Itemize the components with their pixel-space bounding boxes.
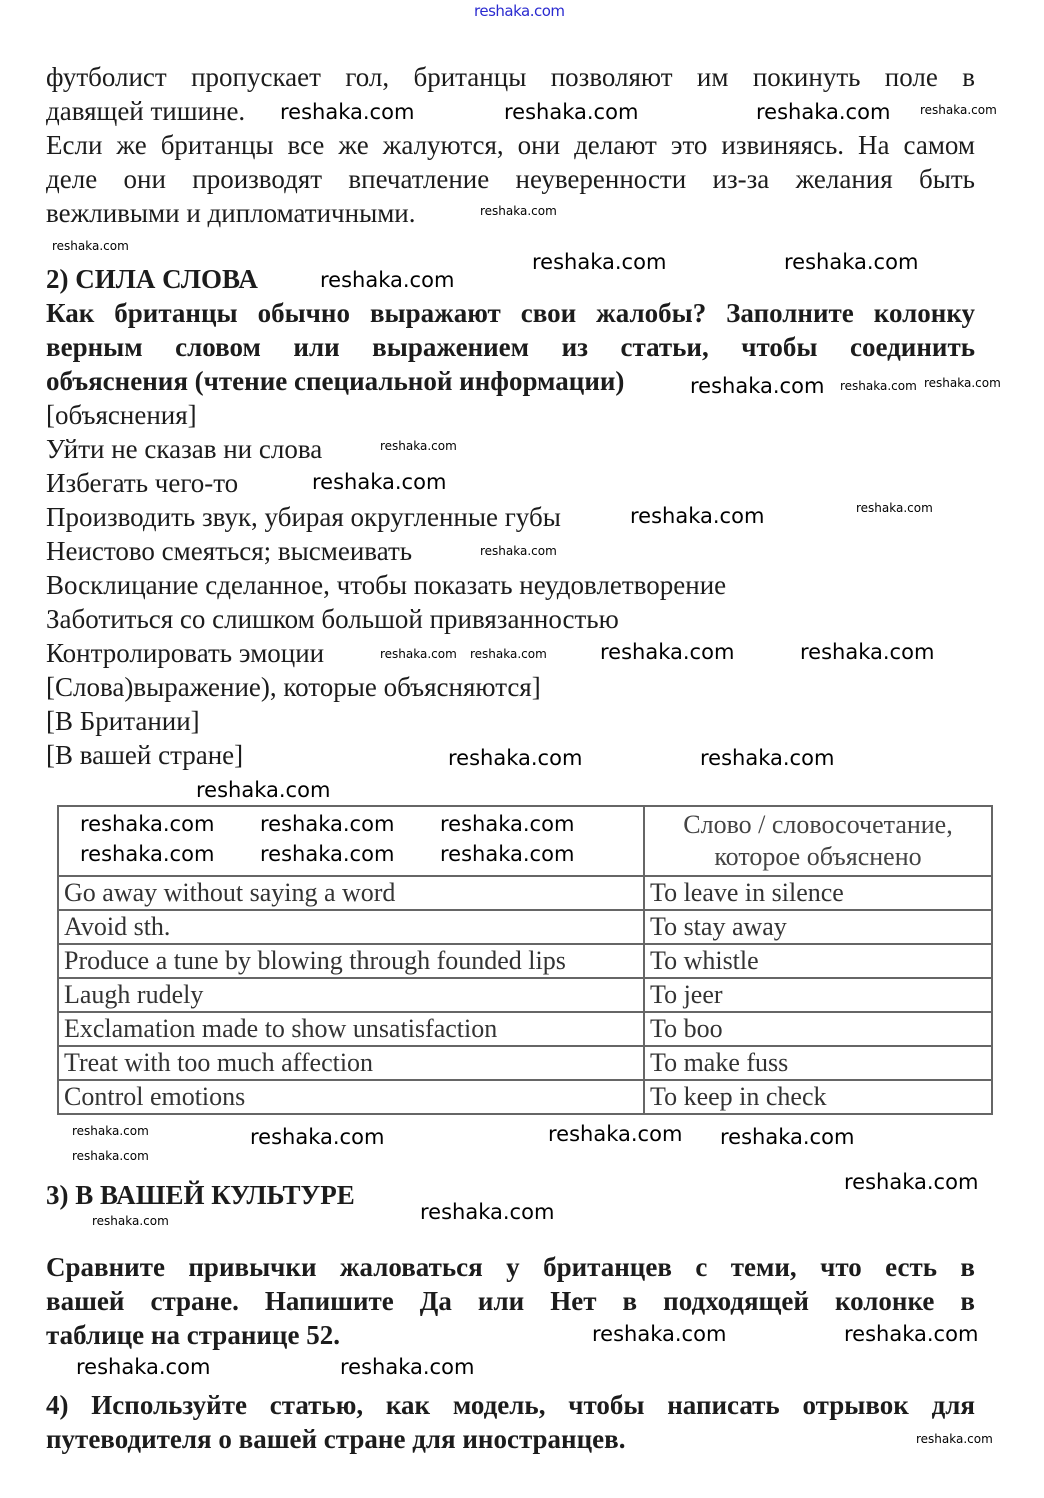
table-row [58, 1012, 992, 1046]
list-item: [Слова)выражение), которые объясняются] [46, 672, 541, 702]
watermark: reshaka.com [260, 842, 395, 866]
watermark: reshaka.com [920, 103, 997, 117]
watermark: reshaka.com [690, 374, 825, 398]
watermark: reshaka.com [784, 250, 919, 274]
task-line: таблице на странице 52. [46, 1320, 340, 1350]
text-line: Если же британцы все же жалуются, они делают это извиняясь. На самом [46, 130, 975, 160]
definition-cell: Avoid sth. [58, 910, 644, 944]
task-line: Сравните привычки жаловаться у британцев с теми, что есть в [46, 1252, 975, 1282]
list-item: [объяснения] [46, 400, 197, 430]
watermark: reshaka.com [72, 1124, 149, 1138]
definition-cell: Laugh rudely [58, 978, 644, 1012]
task-line: вашей стране. Напишите Да или Нет в подходящей колонке в [46, 1286, 975, 1316]
task-line: верным словом или выражением из статьи, чтобы соединить [46, 332, 975, 362]
watermark: reshaka.com [196, 778, 331, 802]
watermark: reshaka.com [320, 268, 455, 292]
list-item: Контролировать эмоции [46, 638, 325, 668]
watermark: reshaka.com [504, 100, 639, 124]
definition-cell: Produce a tune by blowing through founded lips [58, 944, 644, 978]
table-row [58, 978, 992, 1012]
section-heading: 3) В ВАШЕЙ КУЛЬТУРЕ [46, 1180, 355, 1210]
watermark: reshaka.com [600, 640, 735, 664]
watermark: reshaka.com [80, 842, 215, 866]
watermark: reshaka.com [856, 501, 933, 515]
text-line: деле они производят впечатление неуверенности из-за желания быть [46, 164, 975, 194]
watermark: reshaka.com [480, 544, 557, 558]
task-line: Как британцы обычно выражают свои жалобы? Заполните колонку [46, 298, 975, 328]
list-item: Производить звук, убирая округленные губы [46, 502, 561, 532]
watermark: reshaka.com [52, 239, 129, 253]
watermark: reshaka.com [480, 204, 557, 218]
definition-cell: Treat with too much affection [58, 1046, 644, 1080]
watermark: reshaka.com [592, 1322, 727, 1346]
task-line: 4) Используйте статью, как модель, чтобы написать отрывок для [46, 1390, 975, 1420]
watermark: reshaka.com [380, 439, 457, 453]
phrase-cell: To jeer [644, 978, 992, 1012]
table-header-cell: Слово / словосочетание, которое объяснено [644, 806, 992, 876]
watermark: reshaka.com [630, 504, 765, 528]
text-line: вежливыми и дипломатичными. [46, 198, 416, 228]
watermark: reshaka.com [440, 842, 575, 866]
text-line: давящей тишине. [46, 96, 246, 126]
definition-cell: Go away without saying a word [58, 876, 644, 910]
watermark: reshaka.com [840, 379, 917, 393]
table-row [58, 1080, 992, 1114]
watermark: reshaka.com [80, 812, 215, 836]
section-heading: 2) СИЛА СЛОВА [46, 264, 258, 294]
watermark: reshaka.com [260, 812, 395, 836]
watermark: reshaka.com [448, 746, 583, 770]
list-item: Неистово смеяться; высмеивать [46, 536, 413, 566]
watermark: reshaka.com [420, 1200, 555, 1224]
phrase-cell: To boo [644, 1012, 992, 1046]
table-row [58, 944, 992, 978]
list-item: [В Британии] [46, 706, 200, 736]
watermark: reshaka.com [700, 746, 835, 770]
task-line: путеводителя о вашей стране для иностранцев. [46, 1424, 626, 1454]
watermark: reshaka.com [340, 1355, 475, 1379]
table-row [58, 876, 992, 910]
watermark: reshaka.com [380, 647, 457, 661]
watermark: reshaka.com [470, 647, 547, 661]
watermark: reshaka.com [924, 376, 1001, 390]
watermark: reshaka.com [720, 1125, 855, 1149]
phrase-cell: To leave in silence [644, 876, 992, 910]
phrase-cell: To keep in check [644, 1080, 992, 1114]
list-item: [В вашей стране] [46, 740, 244, 770]
watermark: reshaka.com [440, 812, 575, 836]
watermark: reshaka.com [250, 1125, 385, 1149]
phrase-cell: To stay away [644, 910, 992, 944]
table-row [58, 910, 992, 944]
watermark: reshaka.com [548, 1122, 683, 1146]
watermark: reshaka.com [92, 1214, 169, 1228]
list-item: Восклицание сделанное, чтобы показать неудовлетворение [46, 570, 727, 600]
watermark: reshaka.com [76, 1355, 211, 1379]
watermark: reshaka.com [280, 100, 415, 124]
watermark: reshaka.com [756, 100, 891, 124]
watermark: reshaka.com [532, 250, 667, 274]
watermark: reshaka.com [72, 1149, 149, 1163]
list-item: Заботиться со слишком большой привязанностью [46, 604, 619, 634]
watermark: reshaka.com [844, 1170, 979, 1194]
watermark: reshaka.com [844, 1322, 979, 1346]
table-row [58, 1046, 992, 1080]
definition-cell: Control emotions [58, 1080, 644, 1114]
watermark: reshaka.com [800, 640, 935, 664]
phrase-cell: To make fuss [644, 1046, 992, 1080]
definition-cell: Exclamation made to show unsatisfaction [58, 1012, 644, 1046]
task-line: объяснения (чтение специальной информации) [46, 366, 625, 396]
header-watermark: reshaka.com [474, 2, 565, 20]
list-item: Избегать чего-то [46, 468, 239, 498]
watermark: reshaka.com [312, 470, 447, 494]
phrase-cell: To whistle [644, 944, 992, 978]
watermark: reshaka.com [916, 1432, 993, 1446]
list-item: Уйти не сказав ни слова [46, 434, 323, 464]
text-line: футболист пропускает гол, британцы позволяют им покинуть поле в [46, 62, 975, 92]
